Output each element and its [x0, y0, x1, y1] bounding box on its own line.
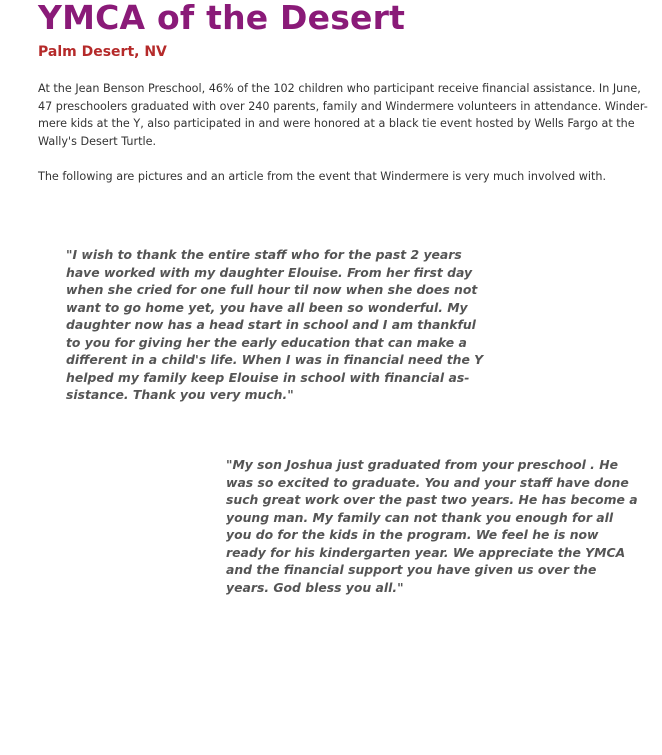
page-title: YMCA of the Desert [38, 0, 406, 37]
quote-line: when she cried for one full hour til now when she does not [66, 282, 478, 297]
intro-line: At the Jean Benson Preschool, 46% of the 102 children who participant receive financial assistance. In June, [38, 82, 641, 95]
quote-line: daughter now has a head start in school and I am thankful [66, 317, 476, 332]
quote-line: "I wish to thank the entire staff who for the past 2 years [66, 247, 462, 262]
intro-line: 47 preschoolers graduated with over 240 parents, family and Windermere volunteers in attendance. Winder- [38, 99, 648, 113]
quote-line: was so excited to graduate. You and your staff have done [226, 474, 629, 490]
intro-line: mere kids at the Y, also participated in and were honored at a black tie event hosted by Wells Fargo at the [38, 117, 635, 130]
quote-line: young man. My family can not thank you enough for all [226, 509, 614, 525]
quote-line: years. God bless you all." [226, 579, 404, 595]
quote-line: want to go home yet, you have all been so wonderful. My [66, 299, 468, 315]
quote-line: "My son Joshua just graduated from your preschool . He [226, 457, 618, 472]
quote-line: and the financial support you have given us over the [226, 562, 597, 577]
quote-line: sistance. Thank you very much." [66, 387, 294, 402]
testimonial-quote-elouise [66, 246, 483, 404]
location-subtitle: Palm Desert, NV [38, 44, 167, 60]
intro-line: Wally's Desert Turtle. [38, 134, 157, 148]
testimonial-quote-joshua [226, 456, 638, 596]
quote-line: you do for the kids in the program. We feel he is now [226, 527, 599, 542]
quote-line: ready for his kindergarten year. We appreciate the YMCA [226, 544, 626, 560]
quote-line: to you for giving her the early education that can make a [66, 334, 467, 350]
quote-line: helped my family keep Elouise in school with financial as- [66, 369, 470, 385]
quote-line: have worked with my daughter Elouise. From her first day [66, 264, 473, 280]
quote-line: such great work over the past two years. He has become a [226, 492, 638, 507]
intro-paragraph [38, 80, 648, 150]
quote-line: different in a child's life. When I was in financial need the Y [66, 352, 484, 367]
following-paragraph: The following are pictures and an article from the event that Windermere is very much involved with. [38, 170, 607, 183]
